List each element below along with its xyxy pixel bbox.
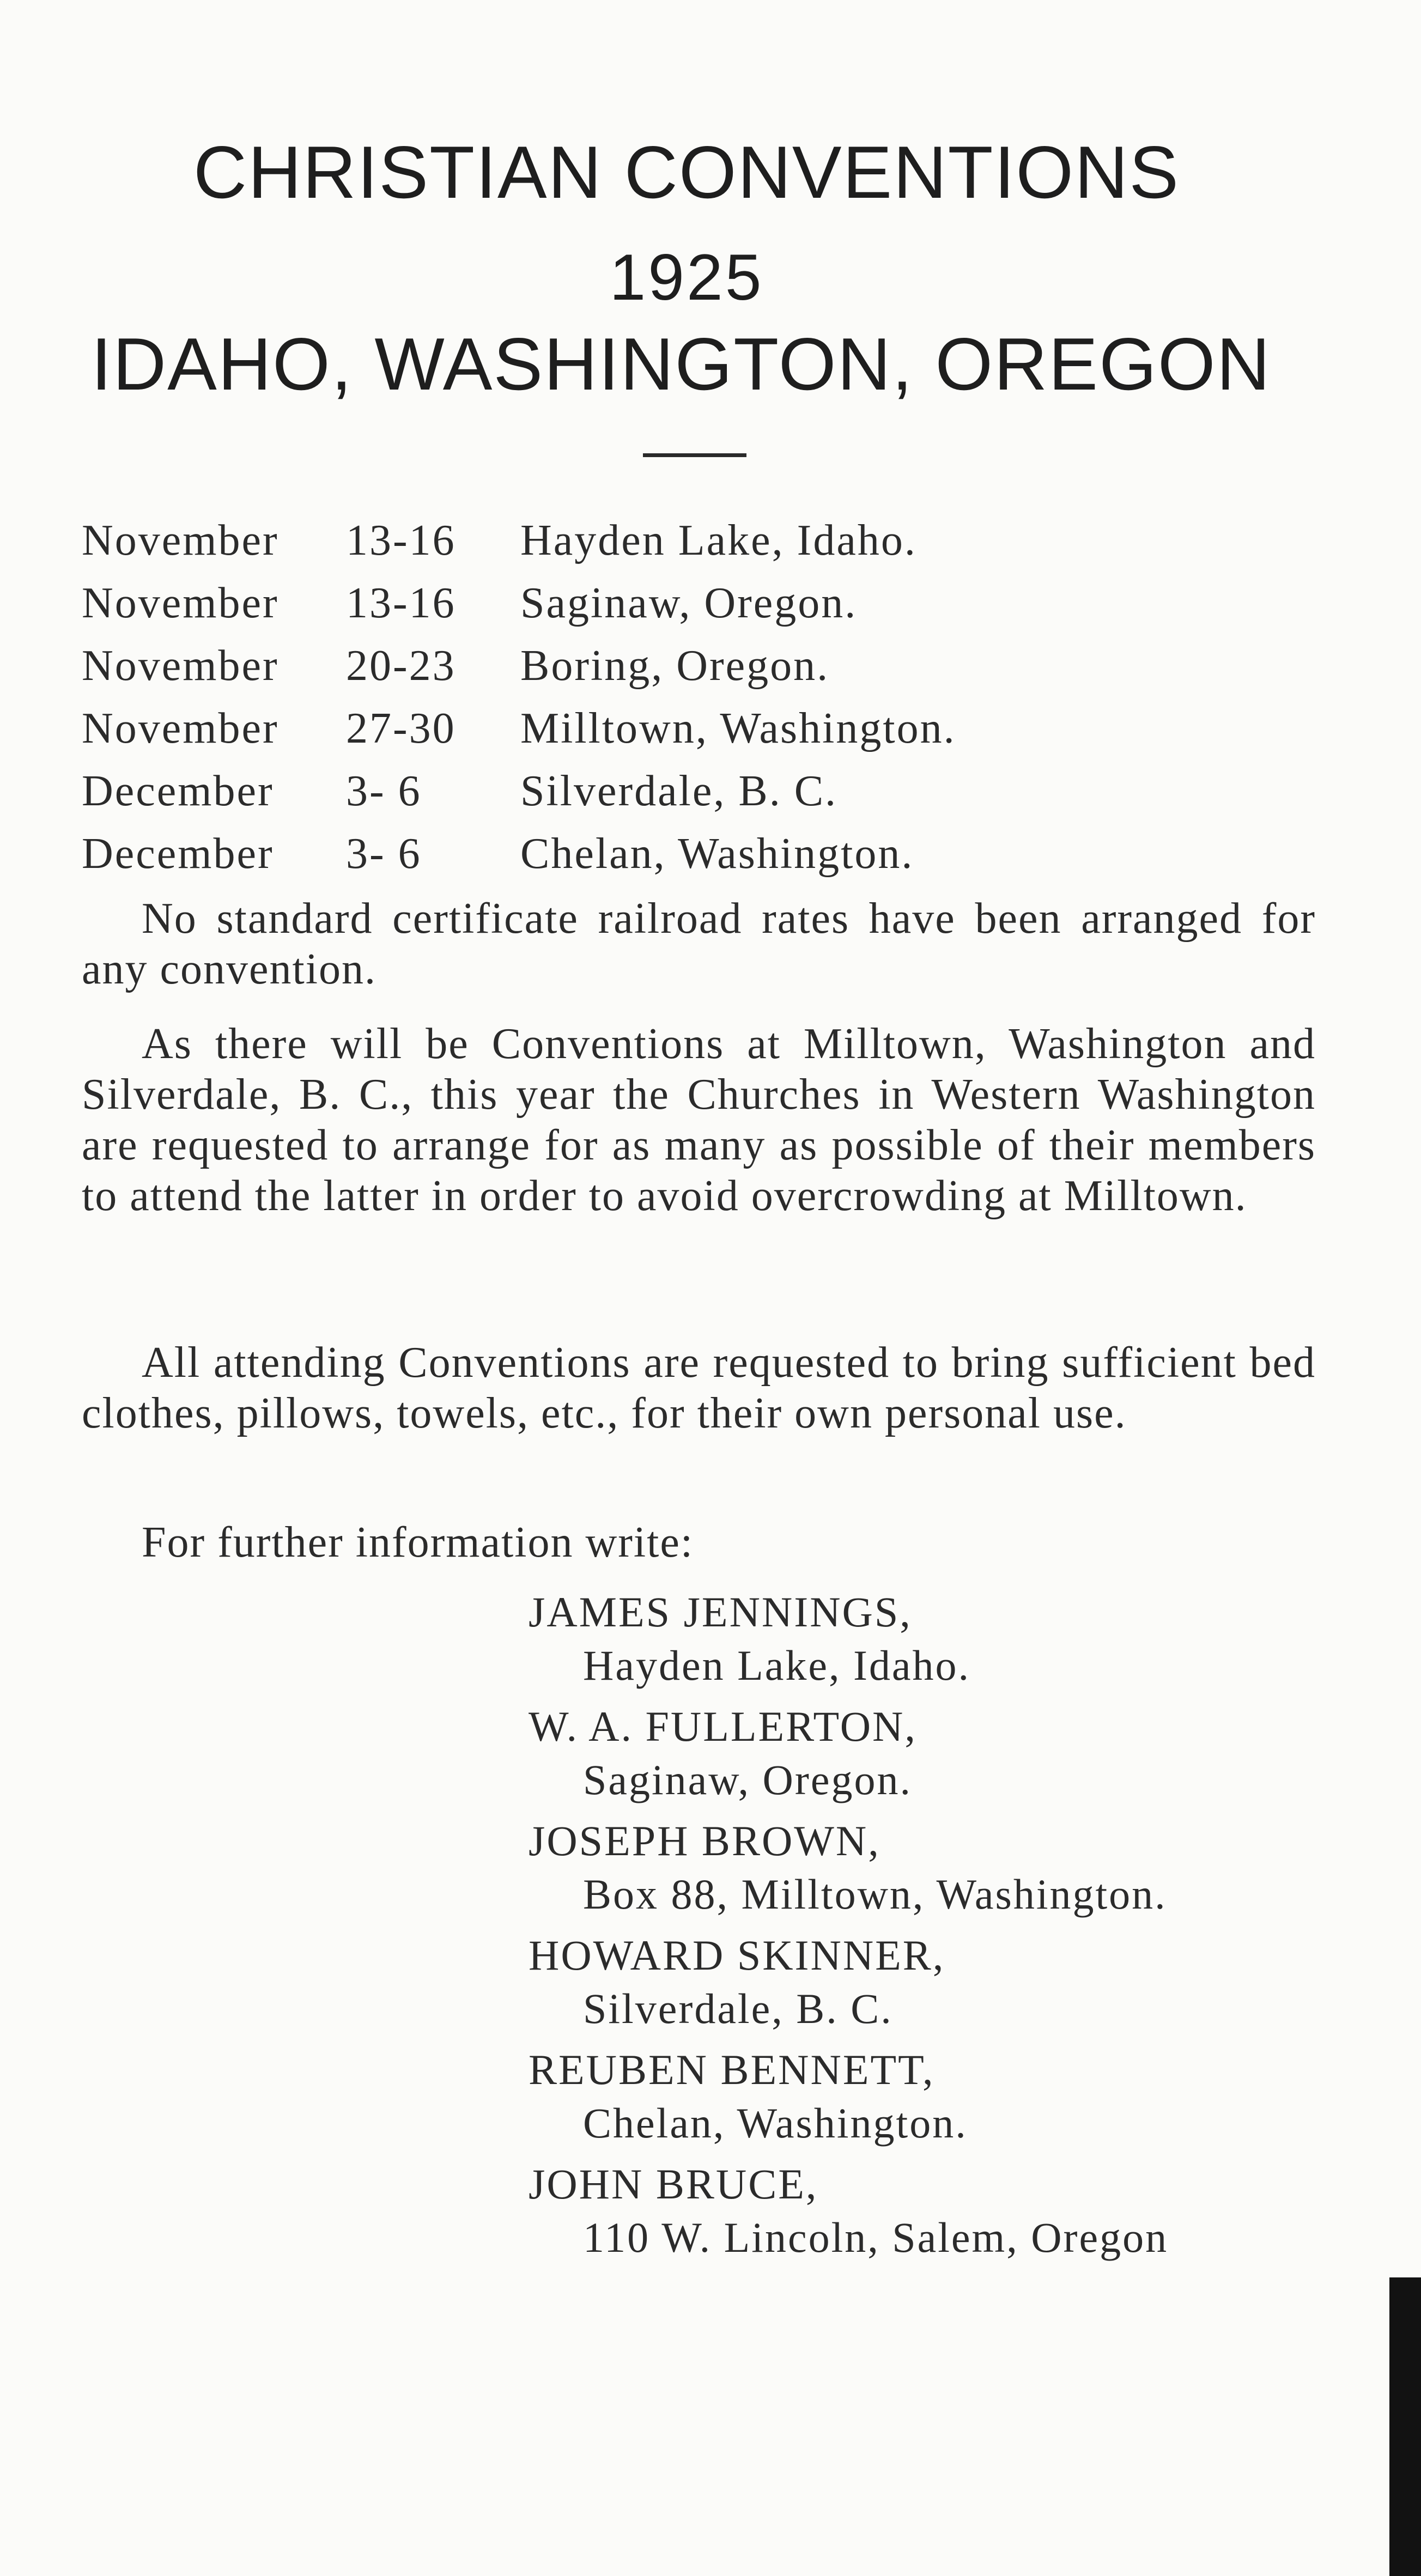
schedule-month: December [82,767,274,815]
document-states: IDAHO, WASHINGTON, OREGON [91,323,1271,405]
contact-address: Chelan, Washington. [583,2099,968,2147]
schedule-days: 13-16 [346,579,456,627]
schedule-place: Hayden Lake, Idaho. [520,517,917,564]
schedule-days: 13-16 [346,517,456,564]
bedding-note: All attending Conventions are requested to bring sufficient bed clothes, pillows, towels, etc., for their own personal use. [82,1339,1316,1437]
schedule-month: November [82,517,279,564]
schedule-month: November [82,642,279,690]
schedule-place: Chelan, Washington. [520,830,914,878]
further-information-label: For further information write: [142,1518,694,1566]
contact-entry [529,2158,1168,2264]
contact-entry [529,1585,1168,1692]
contact-address: Saginaw, Oregon. [583,1756,912,1803]
contact-list [529,1585,1168,2272]
schedule-days: 3- 6 [346,767,422,815]
contact-address: Silverdale, B. C. [583,1985,893,2032]
title-divider [643,453,746,457]
contact-name: JOSEPH BROWN, [529,1817,880,1864]
contact-name: HOWARD SKINNER, [529,1931,945,1979]
contact-entry [529,1929,1168,2036]
schedule-month: November [82,704,279,752]
milltown-overcrowding-note: As there will be Conventions at Milltown, Washington and Silverdale, B. C., this year the Churches in Western Washington are requested to arrange for as many as possible of their members to attend the latter in order to avoid overcrowding at Milltown. [82,1020,1316,1220]
document-year: 1925 [609,241,764,314]
schedule-place: Saginaw, Oregon. [520,579,858,627]
schedule-place: Milltown, Washington. [520,704,956,752]
schedule-days: 27-30 [346,704,456,752]
schedule-days: 3- 6 [346,830,422,878]
schedule-row [82,635,956,697]
schedule-row [82,509,956,572]
schedule-month: November [82,579,279,627]
contact-name: REUBEN BENNETT, [529,2046,935,2093]
contact-entry [529,2043,1168,2150]
contact-address: Hayden Lake, Idaho. [583,1642,971,1689]
convention-schedule [82,509,956,885]
contact-name: JAMES JENNINGS, [529,1588,912,1636]
contact-address: Box 88, Milltown, Washington. [583,1870,1167,1918]
schedule-days: 20-23 [346,642,456,690]
schedule-row [82,760,956,823]
railroad-rates-note: No standard certificate railroad rates have been arranged for any convention. [82,895,1316,993]
schedule-place: Boring, Oregon. [520,642,830,690]
contact-name: JOHN BRUCE, [529,2160,818,2208]
contact-entry [529,1814,1168,1921]
document-title: CHRISTIAN CONVENTIONS [193,131,1180,214]
page-edge-shadow [1389,2277,1421,2576]
schedule-month: December [82,830,274,878]
schedule-row [82,572,956,635]
contact-name: W. A. FULLERTON, [529,1703,917,1750]
contact-entry [529,1700,1168,1807]
schedule-row [82,823,956,885]
contact-address: 110 W. Lincoln, Salem, Oregon [583,2214,1169,2261]
schedule-place: Silverdale, B. C. [520,767,838,815]
schedule-row [82,697,956,760]
